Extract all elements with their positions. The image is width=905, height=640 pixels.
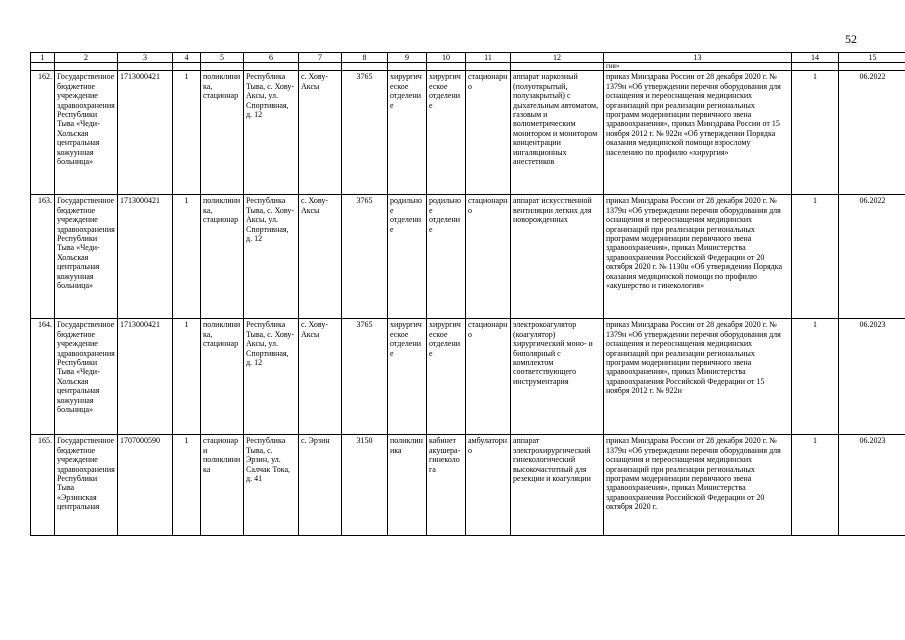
quantity: 1 bbox=[792, 195, 839, 319]
unit-count: 1 bbox=[173, 319, 201, 435]
legal-basis: приказ Минздрава России от 28 декабря 2020 г. № 1379н «Об утверждении перечня оборудования для оснащения и переоснащения медицинских организаций при реализации региональных программ модернизации первичного звена здравоохранения», приказ Министерства здравоохранения Российской Федерации от 20 октября 2020 г. bbox=[604, 435, 792, 536]
equipment: электрокоагулятор (коагулятор) хирургический моно- и биполярный с комплектом соответствующего инструментария bbox=[511, 319, 604, 435]
quantity: 1 bbox=[792, 319, 839, 435]
unit-count: 1 bbox=[173, 195, 201, 319]
equipment: аппарат искусственной вентиляции легких для новорожденных bbox=[511, 195, 604, 319]
organization-name: Государственное бюджетное учреждение здравоохранения Республики Тыва «Чеди-Хольская центральная кожуунная больница» bbox=[55, 195, 118, 319]
organization-name: Государственное бюджетное учреждение здравоохранения Республики Тыва «Эрзинская центральная bbox=[55, 435, 118, 536]
population: 3765 bbox=[342, 319, 388, 435]
col-header-14: 14 bbox=[792, 53, 839, 63]
subdepartment: родильное отделение bbox=[427, 195, 466, 319]
care-mode: стационарно bbox=[466, 319, 511, 435]
unit-count: 1 bbox=[173, 435, 201, 536]
settlement: с. Эрзин bbox=[299, 435, 342, 536]
carryover-row bbox=[31, 63, 905, 71]
col-header-10: 10 bbox=[427, 53, 466, 63]
col-header-5: 5 bbox=[201, 53, 244, 63]
page-number: 52 bbox=[845, 32, 857, 46]
organization-name: Государственное бюджетное учреждение здравоохранения Республики Тыва «Чеди-Хольская центральная кожуунная больница» bbox=[55, 71, 118, 195]
address: Республика Тыва, с. Хову-Аксы, ул. Спортивная, д. 12 bbox=[244, 319, 299, 435]
facility-type: стационар и поликлиника bbox=[201, 435, 244, 536]
table-row bbox=[31, 319, 905, 435]
table-row bbox=[31, 435, 905, 536]
col-header-12: 12 bbox=[511, 53, 604, 63]
row-number: 164. bbox=[31, 319, 55, 435]
col-header-15: 15 bbox=[839, 53, 905, 63]
unit-count: 1 bbox=[173, 71, 201, 195]
legal-basis: приказ Минздрава России от 28 декабря 2020 г. № 1379н «Об утверждении перечня оборудования для оснащения и переоснащения медицинских организаций при реализации региональных программ модернизации первичного звена здравоохранения», приказ Минздрава России от 15 ноября 2012 г. № 922н «Об утверждении Порядка оказания медицинской помощи взрослому населению по профилю «хирургия» bbox=[604, 71, 792, 195]
col-header-1: 1 bbox=[31, 53, 55, 63]
table-row bbox=[31, 71, 905, 195]
carryover-text: гия» bbox=[604, 63, 792, 71]
address: Республика Тыва, с. Эрзин, ул. Салчак Тока, д. 41 bbox=[244, 435, 299, 536]
table-row bbox=[31, 195, 905, 319]
care-mode: амбулаторно bbox=[466, 435, 511, 536]
col-header-9: 9 bbox=[388, 53, 427, 63]
org-code: 1713000421 bbox=[118, 319, 173, 435]
delivery-date: 06.2022 bbox=[839, 71, 905, 195]
delivery-date: 06.2023 bbox=[839, 435, 905, 536]
org-code: 1707000590 bbox=[118, 435, 173, 536]
address: Республика Тыва, с. Хову-Аксы, ул. Спортивная, д. 12 bbox=[244, 195, 299, 319]
col-header-7: 7 bbox=[299, 53, 342, 63]
subdepartment: кабинет акушера-гинеколога bbox=[427, 435, 466, 536]
org-code: 1713000421 bbox=[118, 71, 173, 195]
population: 3765 bbox=[342, 195, 388, 319]
department: хирургическое отделение bbox=[388, 71, 427, 195]
column-number-row bbox=[31, 53, 905, 63]
delivery-date: 06.2023 bbox=[839, 319, 905, 435]
department: поликлиника bbox=[388, 435, 427, 536]
facility-type: поликлиника, стационар bbox=[201, 195, 244, 319]
department: родильное отделение bbox=[388, 195, 427, 319]
org-code: 1713000421 bbox=[118, 195, 173, 319]
settlement: с. Хову-Аксы bbox=[299, 319, 342, 435]
col-header-8: 8 bbox=[342, 53, 388, 63]
equipment: аппарат наркозный (полуоткрытый, полузакрытый) с дыхательным автоматом, газовым и волюметрическим монитором и монитором концентрации ингаляционных анестетиков bbox=[511, 71, 604, 195]
facility-type: поликлиника, стационар bbox=[201, 319, 244, 435]
settlement: с. Хову-Аксы bbox=[299, 71, 342, 195]
col-header-11: 11 bbox=[466, 53, 511, 63]
organization-name: Государственное бюджетное учреждение здравоохранения Республики Тыва «Чеди-Хольская центральная кожуунная больница» bbox=[55, 319, 118, 435]
settlement: с. Хову-Аксы bbox=[299, 195, 342, 319]
equipment-table bbox=[30, 52, 905, 536]
col-header-2: 2 bbox=[55, 53, 118, 63]
delivery-date: 06.2022 bbox=[839, 195, 905, 319]
department: хирургическое отделение bbox=[388, 319, 427, 435]
care-mode: стационарно bbox=[466, 71, 511, 195]
population: 3765 bbox=[342, 71, 388, 195]
legal-basis: приказ Минздрава России от 28 декабря 2020 г. № 1379н «Об утверждении перечня оборудования для оснащения и переоснащения медицинских организаций при реализации региональных программ модернизации первичного звена здравоохранения», приказ Министерства здравоохранения Российской Федерации от 15 ноября 2012 г. № 922н bbox=[604, 319, 792, 435]
subdepartment: хирургическое отделение bbox=[427, 319, 466, 435]
row-number: 162. bbox=[31, 71, 55, 195]
population: 3150 bbox=[342, 435, 388, 536]
subdepartment: хирургическое отделение bbox=[427, 71, 466, 195]
legal-basis: приказ Минздрава России от 28 декабря 2020 г. № 1379н «Об утверждении перечня оборудования для оснащения и переоснащения медицинских организаций при реализации региональных программ модернизации первичного звена здравоохранения», приказ Министерства здравоохранения Российской Федерации от 20 октября 2020 г. № 1130н «Об утверждении Порядка оказания медицинской помощи по профилю «акушерство и гинекология» bbox=[604, 195, 792, 319]
col-header-4: 4 bbox=[173, 53, 201, 63]
col-header-6: 6 bbox=[244, 53, 299, 63]
facility-type: поликлиника, стационар bbox=[201, 71, 244, 195]
equipment: аппарат электрохирургический гинекологический высокочастотный для резекции и коагуляции bbox=[511, 435, 604, 536]
care-mode: стационарно bbox=[466, 195, 511, 319]
row-number: 165. bbox=[31, 435, 55, 536]
col-header-3: 3 bbox=[118, 53, 173, 63]
quantity: 1 bbox=[792, 435, 839, 536]
row-number: 163. bbox=[31, 195, 55, 319]
quantity: 1 bbox=[792, 71, 839, 195]
address: Республика Тыва, с. Хову-Аксы, ул. Спортивная, д. 12 bbox=[244, 71, 299, 195]
col-header-13: 13 bbox=[604, 53, 792, 63]
